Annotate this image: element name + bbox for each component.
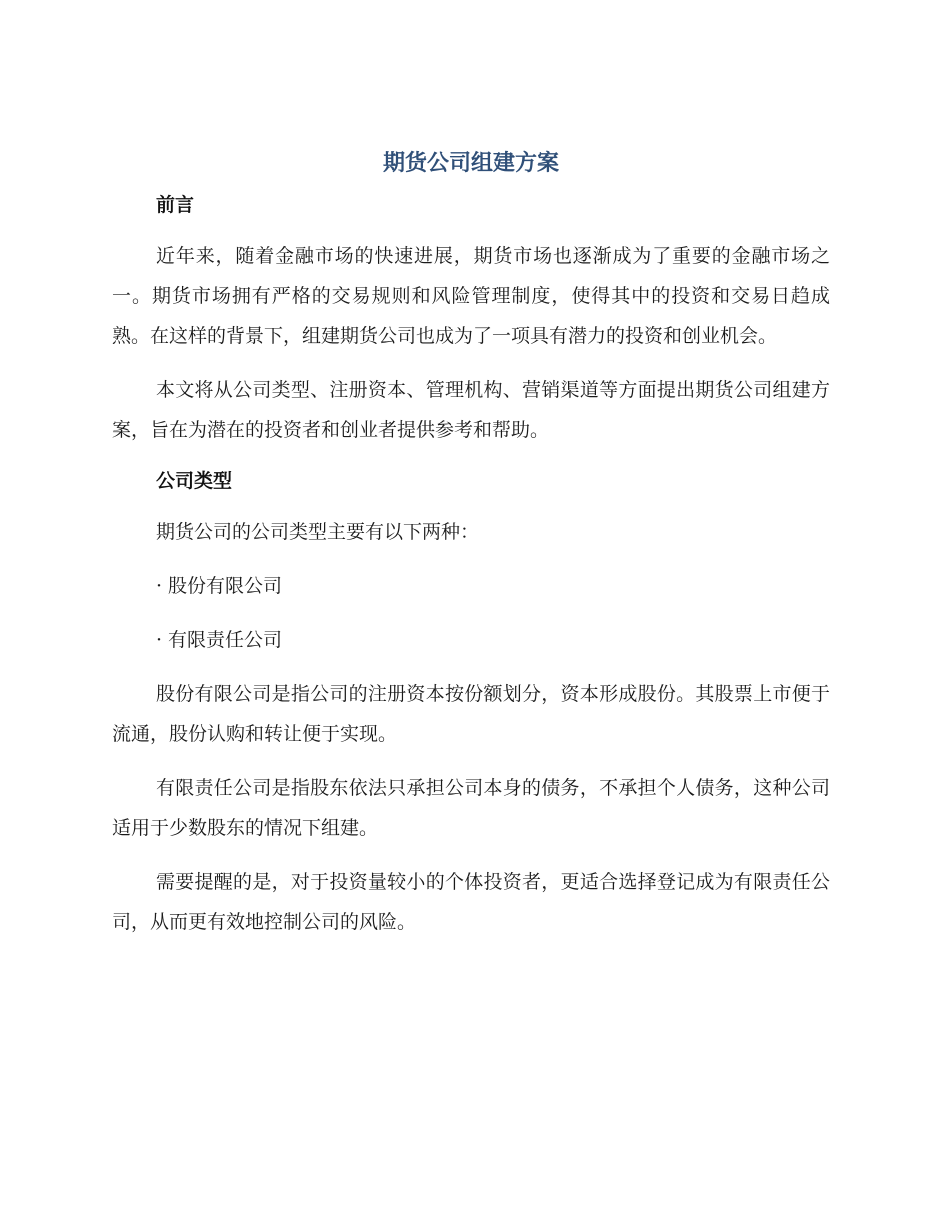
- company-type-intro: 期货公司的公司类型主要有以下两种：: [156, 521, 480, 543]
- bullet-item: [112, 620, 830, 660]
- bullet-dot-icon: ·: [156, 575, 163, 597]
- preface-paragraph: 本文将从公司类型、注册资本、管理机构、营销渠道等方面提出期货公司组建方案，旨在为潜在的投资者和创业者提供参考和帮助。: [112, 379, 830, 441]
- document-body: [112, 188, 830, 956]
- bullet-item: [112, 566, 830, 606]
- bullet-text: 有限责任公司: [168, 629, 283, 651]
- company-type-paragraph: 有限责任公司是指股东依法只承担公司本身的债务，不承担个人债务，这种公司适用于少数股东的情况下组建。: [112, 777, 830, 839]
- preface-paragraph: 近年来，随着金融市场的快速进展，期货市场也逐渐成为了重要的金融市场之一。期货市场拥有严格的交易规则和风险管理制度，使得其中的投资和交易日趋成熟。在这样的背景下，组建期货公司也成为了一项具有潜力的投资和创业机会。: [112, 245, 830, 347]
- document-title: 期货公司组建方案: [382, 151, 559, 176]
- bullet-text: 股份有限公司: [168, 575, 283, 597]
- section-heading-preface: 前言: [156, 194, 195, 216]
- section-heading-company-type: 公司类型: [156, 470, 233, 492]
- bullet-dot-icon: ·: [156, 629, 163, 651]
- company-type-paragraph: 股份有限公司是指公司的注册资本按份额划分，资本形成股份。其股票上市便于流通，股份认购和转让便于实现。: [112, 683, 830, 745]
- company-type-paragraph: 需要提醒的是，对于投资量较小的个体投资者，更适合选择登记成为有限责任公司，从而更有效地控制公司的风险。: [112, 871, 830, 933]
